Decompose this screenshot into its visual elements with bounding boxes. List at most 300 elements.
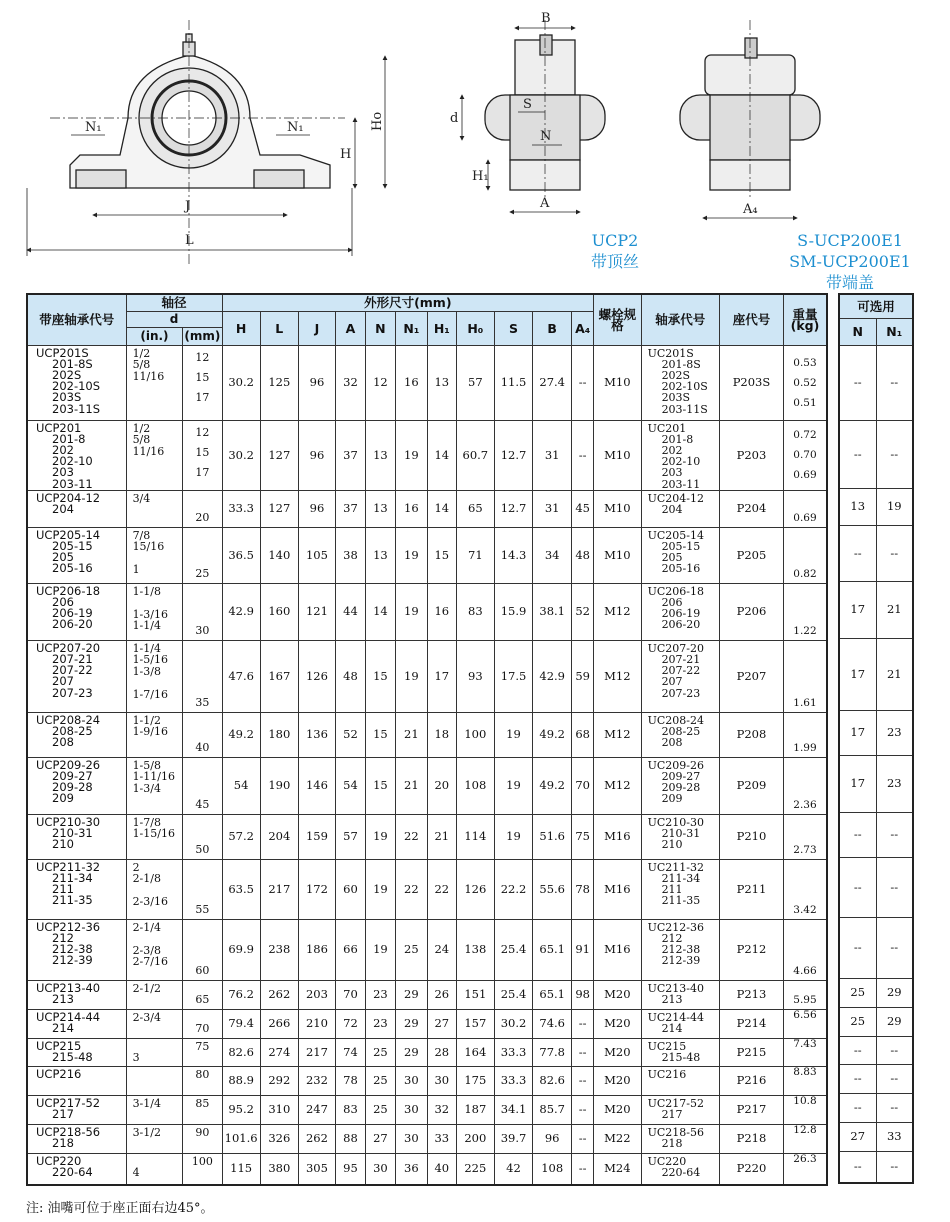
header-model: 带座轴承代号 xyxy=(27,294,126,345)
dim-L: L xyxy=(185,233,194,248)
model-code: UCP205-14 xyxy=(36,527,101,542)
bearing-code: 209-27 xyxy=(661,769,701,783)
bolt-cell: M22 xyxy=(594,1124,641,1153)
weight-cell xyxy=(783,859,827,919)
housing-cell: P208 xyxy=(719,712,783,757)
dim-n: 30 xyxy=(365,1153,395,1185)
model-cell xyxy=(27,1124,126,1153)
dim-h: 79.4 xyxy=(222,1009,260,1038)
side-view-s-ucp-drawing xyxy=(680,20,820,200)
opt-optn: -- xyxy=(839,857,876,917)
dim-j: 305 xyxy=(298,1153,335,1185)
bearing-code: 206 xyxy=(661,595,683,609)
model-code: UCP216 xyxy=(36,1066,82,1081)
inch-value: 2-3/16 xyxy=(132,895,168,909)
weight-value: 0.82 xyxy=(793,567,817,580)
mm-value: 70 xyxy=(195,1021,210,1035)
housing-cell: P206 xyxy=(719,583,783,640)
model-code: UCP217-52 xyxy=(36,1095,101,1110)
bearing-code: 202 xyxy=(661,443,683,457)
opt-optn1: 21 xyxy=(876,638,913,710)
dim-h1: 40 xyxy=(427,1153,456,1185)
housing-cell: P210 xyxy=(719,814,783,859)
bearing-code: 211 xyxy=(661,883,683,897)
svg-text:d: d xyxy=(450,111,459,126)
dim-b: 96 xyxy=(533,1124,572,1153)
bearing-cell xyxy=(641,757,719,814)
inch-cell xyxy=(126,1009,183,1038)
optional-row xyxy=(839,978,913,1007)
dim-s: 22.2 xyxy=(494,859,532,919)
bearing-code: 202-10 xyxy=(661,455,701,469)
dim-h0: 175 xyxy=(456,1066,494,1095)
opt-optn1: 21 xyxy=(876,581,913,638)
dim-s: 30.2 xyxy=(494,1009,532,1038)
inch-value: 1-5/16 xyxy=(132,653,168,667)
model-cell xyxy=(27,814,126,859)
bearing-code: 213 xyxy=(661,992,683,1006)
dim-b: 74.6 xyxy=(533,1009,572,1038)
dim-s: 12.7 xyxy=(494,490,532,527)
dim-l: 190 xyxy=(260,757,298,814)
model-cell xyxy=(27,420,126,490)
weight-value: 0.69 xyxy=(793,469,817,482)
optional-row xyxy=(839,917,913,978)
housing-cell: P213 xyxy=(719,980,783,1009)
model-code: UCP214-44 xyxy=(36,1009,101,1024)
dim-n1: 36 xyxy=(395,1153,427,1185)
mm-value: 30 xyxy=(195,623,210,637)
dim-h: 82.6 xyxy=(222,1038,260,1066)
dim-s: 11.5 xyxy=(494,345,532,420)
optional-row xyxy=(839,638,913,710)
model-code: UCP220 xyxy=(36,1153,82,1168)
bolt-cell: M20 xyxy=(594,1066,641,1095)
weight-cell xyxy=(783,1095,827,1124)
dim-b: 31 xyxy=(533,420,572,490)
model-code: 203S xyxy=(52,390,82,405)
bearing-code: 208 xyxy=(661,736,683,750)
dim-j: 96 xyxy=(298,345,335,420)
opt-optn1: 33 xyxy=(876,1122,913,1151)
header-col: B xyxy=(533,311,572,345)
side-view-ucp2-drawing xyxy=(485,20,605,200)
ucp2-caption: UCP2 带顶丝 xyxy=(590,231,639,271)
mm-cell xyxy=(183,490,222,527)
bearing-cell xyxy=(641,640,719,712)
housing-cell: P215 xyxy=(719,1038,783,1066)
opt-optn1: -- xyxy=(876,812,913,857)
model-code: 206-19 xyxy=(52,606,93,621)
opt-optn1: 29 xyxy=(876,1007,913,1036)
table-row xyxy=(27,1124,827,1153)
bearing-code: 211-34 xyxy=(661,871,701,885)
mm-value: 50 xyxy=(195,842,210,856)
svg-text:S: S xyxy=(523,97,532,112)
dim-n: 25 xyxy=(365,1038,395,1066)
inch-value: 1-1/4 xyxy=(132,619,161,633)
header-col: H₁ xyxy=(427,311,456,345)
model-code: UCP212-36 xyxy=(36,919,101,934)
dim-n1: 30 xyxy=(395,1124,427,1153)
inch-value xyxy=(133,597,183,609)
dim-n: 12 xyxy=(365,345,395,420)
inch-value: 1-9/16 xyxy=(132,725,168,739)
dim-h: 54 xyxy=(222,757,260,814)
inch-value xyxy=(133,1069,183,1081)
bearing-cell xyxy=(641,583,719,640)
header-weight: 重量(kg) xyxy=(783,294,827,345)
dim-n: 19 xyxy=(365,859,395,919)
dim-h1: 14 xyxy=(427,490,456,527)
bolt-cell: M20 xyxy=(594,1038,641,1066)
bearing-code: 210 xyxy=(661,838,683,852)
dim-a4: -- xyxy=(572,1066,594,1095)
dim-j: 126 xyxy=(298,640,335,712)
inch-value: 7/8 xyxy=(132,528,151,542)
mm-value: 80 xyxy=(195,1067,210,1081)
dim-s: 12.7 xyxy=(494,420,532,490)
model-code: UCP210-30 xyxy=(36,814,101,829)
model-code: 211 xyxy=(52,882,74,897)
weight-cell xyxy=(783,490,827,527)
inch-value: 2-1/2 xyxy=(132,981,161,995)
dim-a: 32 xyxy=(336,345,366,420)
dim-s: 14.3 xyxy=(494,527,532,583)
dim-a: 72 xyxy=(336,1009,366,1038)
inch-value: 5/8 xyxy=(132,433,151,446)
dim-j: 146 xyxy=(298,757,335,814)
model-cell xyxy=(27,583,126,640)
dim-h0: 225 xyxy=(456,1153,494,1185)
mm-value: 75 xyxy=(195,1039,210,1053)
table-row xyxy=(27,1038,827,1066)
dim-s: 19 xyxy=(494,712,532,757)
bolt-cell: M12 xyxy=(594,583,641,640)
mm-cell xyxy=(183,527,222,583)
table-row xyxy=(27,527,827,583)
header-col: N₁ xyxy=(395,311,427,345)
dim-j: 172 xyxy=(298,859,335,919)
dim-h: 63.5 xyxy=(222,859,260,919)
weight-value: 7.43 xyxy=(793,1037,817,1050)
dim-h0: 126 xyxy=(456,859,494,919)
header-opt-n: N xyxy=(839,318,876,345)
model-code: 203-11S xyxy=(52,401,101,416)
dim-h0: 93 xyxy=(456,640,494,712)
bearing-code: UC214-44 xyxy=(647,1010,704,1024)
inch-cell xyxy=(126,980,183,1009)
model-code: 214 xyxy=(52,1020,74,1035)
opt-optn: 17 xyxy=(839,755,876,812)
model-code: UCP211-32 xyxy=(36,859,101,874)
dim-a4: 45 xyxy=(572,490,594,527)
mm-value: 17 xyxy=(195,390,210,404)
dim-h1: 16 xyxy=(427,583,456,640)
header-col: J xyxy=(298,311,335,345)
mm-cell xyxy=(183,640,222,712)
dim-b: 82.6 xyxy=(533,1066,572,1095)
dim-j: 217 xyxy=(298,1038,335,1066)
inch-value: 1-1/2 xyxy=(132,713,161,727)
dim-n1: 22 xyxy=(395,814,427,859)
dim-h0: 114 xyxy=(456,814,494,859)
dim-a: 37 xyxy=(336,490,366,527)
dim-a4: -- xyxy=(572,1009,594,1038)
optional-row xyxy=(839,755,913,812)
bearing-code: 207 xyxy=(661,675,683,689)
dim-s: 34.1 xyxy=(494,1095,532,1124)
inch-value: 3-1/4 xyxy=(132,1096,161,1110)
model-code: 205 xyxy=(52,550,74,565)
bearing-code: UC204-12 xyxy=(647,491,704,505)
opt-optn: -- xyxy=(839,525,876,581)
opt-optn1: -- xyxy=(876,857,913,917)
weight-value: 0.51 xyxy=(793,396,817,409)
table-row xyxy=(27,640,827,712)
dim-l: 238 xyxy=(260,919,298,980)
dim-h0: 57 xyxy=(456,345,494,420)
model-code: 218 xyxy=(52,1135,74,1150)
inch-value: 1-7/16 xyxy=(132,687,168,701)
dim-n1: 30 xyxy=(395,1095,427,1124)
svg-text:H₁: H₁ xyxy=(472,169,489,184)
dim-h0: 200 xyxy=(456,1124,494,1153)
dim-l: 167 xyxy=(260,640,298,712)
inch-value xyxy=(133,933,183,945)
model-code: 207-23 xyxy=(52,685,93,700)
inch-cell xyxy=(126,1066,183,1095)
dim-b: 65.1 xyxy=(533,980,572,1009)
dim-j: 96 xyxy=(298,490,335,527)
table-row xyxy=(27,919,827,980)
model-code: 208-25 xyxy=(52,723,93,738)
dim-l: 127 xyxy=(260,420,298,490)
bearing-code: UC217-52 xyxy=(647,1096,704,1110)
inch-value: 15/16 xyxy=(132,540,165,554)
model-code: 202 xyxy=(52,442,74,457)
dim-h: 57.2 xyxy=(222,814,260,859)
table-row xyxy=(27,583,827,640)
inch-cell xyxy=(126,345,183,420)
dim-j: 136 xyxy=(298,712,335,757)
dim-n: 14 xyxy=(365,583,395,640)
weight-value: 12.8 xyxy=(793,1123,817,1136)
weight-value: 0.52 xyxy=(793,376,817,389)
dim-h: 30.2 xyxy=(222,345,260,420)
dim-s: 33.3 xyxy=(494,1038,532,1066)
mm-cell xyxy=(183,1009,222,1038)
table-row xyxy=(27,859,827,919)
bearing-code: 215-48 xyxy=(661,1050,701,1064)
inch-value xyxy=(133,677,183,689)
dim-h0: 60.7 xyxy=(456,420,494,490)
opt-optn: 13 xyxy=(839,488,876,525)
bearing-cell xyxy=(641,420,719,490)
housing-cell: P209 xyxy=(719,757,783,814)
optional-row xyxy=(839,525,913,581)
dim-a4: -- xyxy=(572,1095,594,1124)
model-cell xyxy=(27,1066,126,1095)
header-col: H₀ xyxy=(456,311,494,345)
model-code: UCP204-12 xyxy=(36,490,101,505)
dim-a4: 48 xyxy=(572,527,594,583)
side-view-s-ucp-dimensions xyxy=(703,202,797,218)
model-cell xyxy=(27,1095,126,1124)
dim-a4: -- xyxy=(572,420,594,490)
inch-cell xyxy=(126,814,183,859)
dim-h: 33.3 xyxy=(222,490,260,527)
inch-value: 1-15/16 xyxy=(132,827,175,841)
housing-cell: P211 xyxy=(719,859,783,919)
dim-n: 23 xyxy=(365,1009,395,1038)
housing-cell: P207 xyxy=(719,640,783,712)
dim-j: 159 xyxy=(298,814,335,859)
model-code: 209 xyxy=(52,791,74,806)
dim-l: 160 xyxy=(260,583,298,640)
bearing-code: 214 xyxy=(661,1021,683,1035)
mm-cell xyxy=(183,712,222,757)
dim-h1: 15 xyxy=(427,527,456,583)
housing-cell: P220 xyxy=(719,1153,783,1185)
inch-value: 2-1/4 xyxy=(132,920,161,934)
dim-n1: 19 xyxy=(395,640,427,712)
bearing-cell xyxy=(641,980,719,1009)
dim-h1: 24 xyxy=(427,919,456,980)
mm-value: 40 xyxy=(195,740,210,754)
bearing-code: 202S xyxy=(661,368,691,382)
dim-b: 85.7 xyxy=(533,1095,572,1124)
dim-b: 31 xyxy=(533,490,572,527)
bolt-cell: M10 xyxy=(594,420,641,490)
dim-h0: 100 xyxy=(456,712,494,757)
opt-optn: 25 xyxy=(839,1007,876,1036)
model-code: 210 xyxy=(52,837,74,852)
bearing-code: 206-19 xyxy=(661,607,701,621)
bearing-code: 212 xyxy=(661,931,683,945)
dim-n1: 25 xyxy=(395,919,427,980)
bolt-cell: M20 xyxy=(594,980,641,1009)
inch-value: 1-3/8 xyxy=(132,664,161,678)
model-code: 212-39 xyxy=(52,953,93,968)
dim-a4: -- xyxy=(572,1124,594,1153)
weight-value: 4.66 xyxy=(793,964,817,977)
opt-optn: -- xyxy=(839,917,876,978)
dim-b: 77.8 xyxy=(533,1038,572,1066)
inch-value: 4 xyxy=(132,1166,140,1180)
bolt-cell: M12 xyxy=(594,640,641,712)
dim-h0: 65 xyxy=(456,490,494,527)
dim-a4: -- xyxy=(572,1038,594,1066)
header-bearing: 轴承代号 xyxy=(641,294,719,345)
weight-cell xyxy=(783,420,827,490)
model-code: 209-28 xyxy=(52,780,93,795)
dim-a: 66 xyxy=(336,919,366,980)
weight-cell xyxy=(783,1009,827,1038)
bearing-cell xyxy=(641,859,719,919)
bearing-cell xyxy=(641,1153,719,1185)
opt-optn: -- xyxy=(839,1064,876,1093)
bolt-cell: M12 xyxy=(594,712,641,757)
bearing-cell xyxy=(641,814,719,859)
opt-optn: 17 xyxy=(839,581,876,638)
dim-n1: 29 xyxy=(395,980,427,1009)
bearing-code: 203 xyxy=(661,466,683,480)
model-code: 203-11 xyxy=(52,476,93,491)
dim-j: 121 xyxy=(298,583,335,640)
model-code: 211-35 xyxy=(52,893,93,908)
opt-optn: 25 xyxy=(839,978,876,1007)
inch-value: 1-7/8 xyxy=(132,815,161,829)
weight-value: 0.70 xyxy=(793,449,817,462)
svg-text:J: J xyxy=(185,199,191,214)
weight-value: 2.73 xyxy=(793,843,817,856)
header-optional: 可选用 xyxy=(839,294,913,318)
dim-h0: 83 xyxy=(456,583,494,640)
dim-a4: 52 xyxy=(572,583,594,640)
header-shaft: 轴径 xyxy=(126,294,222,311)
bolt-cell: M16 xyxy=(594,814,641,859)
dim-h1: 27 xyxy=(427,1009,456,1038)
dim-a4: 98 xyxy=(572,980,594,1009)
opt-optn1: -- xyxy=(876,1151,913,1183)
dim-a: 44 xyxy=(336,583,366,640)
model-code: 202S xyxy=(52,367,82,382)
bearing-code: 208-25 xyxy=(661,724,701,738)
dim-s: 19 xyxy=(494,814,532,859)
header-col: L xyxy=(260,311,298,345)
bearing-code: 203-11 xyxy=(661,477,701,491)
model-code: 205-16 xyxy=(52,561,93,576)
dim-h0: 157 xyxy=(456,1009,494,1038)
dim-b: 38.1 xyxy=(533,583,572,640)
model-code: UCP207-20 xyxy=(36,640,101,655)
dim-b: 49.2 xyxy=(533,712,572,757)
opt-optn: -- xyxy=(839,420,876,488)
dim-n: 25 xyxy=(365,1095,395,1124)
optional-row xyxy=(839,420,913,488)
table-row xyxy=(27,814,827,859)
dim-s: 33.3 xyxy=(494,1066,532,1095)
dim-a4: -- xyxy=(572,1153,594,1185)
weight-cell xyxy=(783,640,827,712)
weight-value: 3.42 xyxy=(793,903,817,916)
weight-value: 0.53 xyxy=(793,356,817,369)
inch-value: 11/16 xyxy=(132,444,165,458)
dim-h1: 21 xyxy=(427,814,456,859)
mm-cell xyxy=(183,1124,222,1153)
opt-optn: -- xyxy=(839,812,876,857)
inch-cell xyxy=(126,757,183,814)
dim-s: 42 xyxy=(494,1153,532,1185)
inch-value: 2-3/8 xyxy=(132,943,161,957)
table-row xyxy=(27,1066,827,1095)
weight-cell xyxy=(783,1153,827,1185)
dim-h: 95.2 xyxy=(222,1095,260,1124)
header-d: d xyxy=(126,311,222,327)
housing-cell: P205 xyxy=(719,527,783,583)
optional-row xyxy=(839,710,913,755)
model-code: 207-21 xyxy=(52,651,93,666)
dim-h1: 13 xyxy=(427,345,456,420)
table-row xyxy=(27,1095,827,1124)
dim-n1: 19 xyxy=(395,527,427,583)
bearing-code: 209 xyxy=(661,792,683,806)
dim-h0: 138 xyxy=(456,919,494,980)
dim-l: 127 xyxy=(260,490,298,527)
dim-a: 74 xyxy=(336,1038,366,1066)
footnote: 注: 油嘴可位于座正面右边45°。 xyxy=(26,1201,214,1216)
